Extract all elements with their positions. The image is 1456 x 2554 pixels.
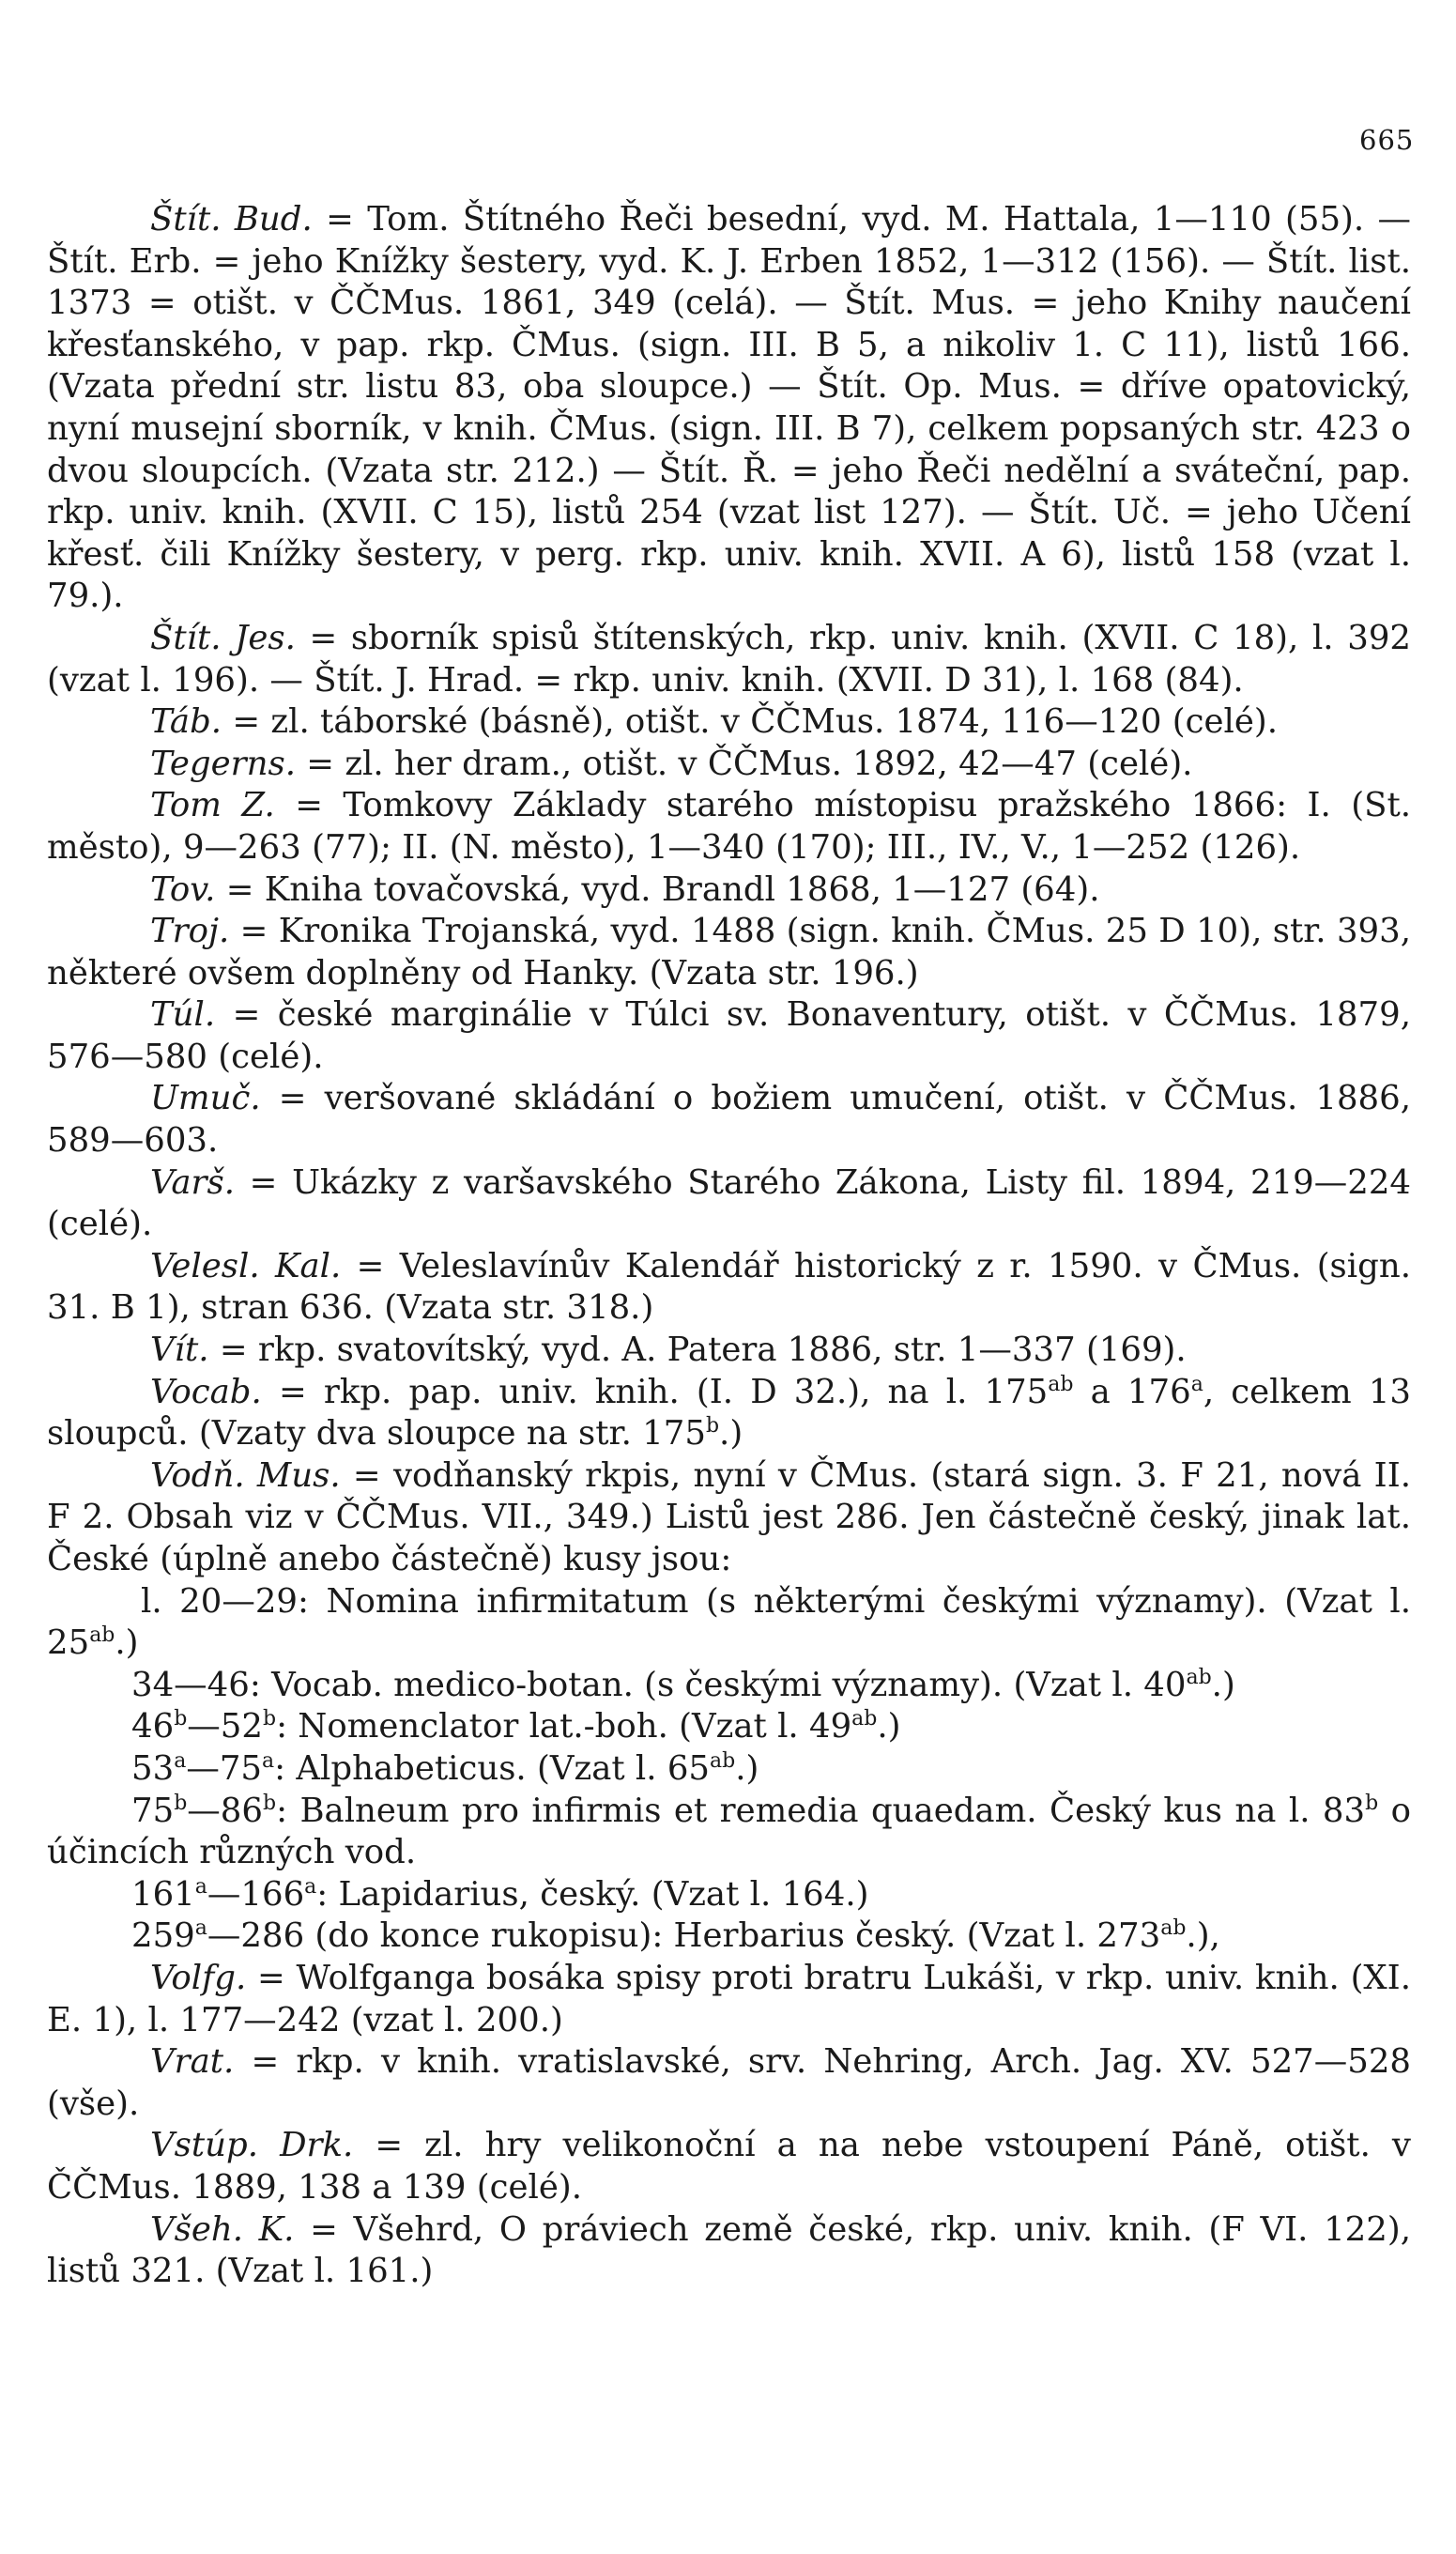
entry-abbreviation: Vít. xyxy=(150,1331,209,1370)
entry-text: = zl. táborské (básně), otišt. v ČČMus. 1874, 116—120 (celé). xyxy=(222,702,1278,742)
dictionary-entry xyxy=(47,2041,1411,2125)
dictionary-entry xyxy=(47,1162,1411,1246)
entry-text: = zl. her dram., otišt. v ČČMus. 1892, 42—47 (celé). xyxy=(296,744,1193,783)
entry-text: 53$^a$—75$^a$: Alphabeticus. (Vzat l. $65^{ab}$.) xyxy=(131,1748,759,1788)
entry-abbreviation: Táb. xyxy=(150,702,222,742)
entry-text: 34—46: Vocab. medico-botan. (s českými významy). (Vzat l. $40^{ab}$.) xyxy=(131,1665,1235,1704)
entry-text: = rkp. svatovítský, vyd. A. Patera 1886, str. 1—337 (169). xyxy=(208,1331,1187,1370)
entry-text: = rkp. pap. univ. knih. (I. D 32.), na l. $175^{ab}$ a 176$^a$, celkem 13 sloupců. (Vzaty dva sloupce na str. 175$^b$.) xyxy=(47,1372,1411,1454)
entry-text: = zl. hry velikonoční a na nebe vstoupení Páně, otišt. v ČČMus. 1889, 138 a 139 (celé). xyxy=(47,2126,1411,2207)
dictionary-entry xyxy=(47,2125,1411,2208)
entry-abbreviation: Umuč. xyxy=(150,1079,261,1118)
entry-abbreviation: Štít. Bud. xyxy=(150,200,313,238)
manuscript-section-item xyxy=(47,1916,1411,1958)
entry-abbreviation: Vodň. Mus. xyxy=(150,1455,341,1495)
page-body xyxy=(47,199,1411,2293)
entry-text: = Tomkovy Základy starého místopisu pražského 1866: I. (St. město), 9—263 (77); II. (N. město), 1—340 (170); III., IV., V., 1—252 (126). xyxy=(47,786,1411,867)
dictionary-entry xyxy=(47,994,1411,1078)
dictionary-entry xyxy=(47,618,1411,701)
entry-abbreviation: Vrat. xyxy=(150,2042,235,2082)
entry-abbreviation: Varš. xyxy=(150,1162,236,1202)
entry-abbreviation: Tom Z. xyxy=(150,786,275,825)
dictionary-entry xyxy=(47,1246,1411,1330)
manuscript-section-item xyxy=(47,1665,1411,1707)
entry-text: = veršované skládání o božiem umučení, otišt. v ČČMus. 1886, 589—603. xyxy=(47,1079,1411,1161)
entry-abbreviation: Všeh. K. xyxy=(150,2209,295,2249)
entry-text: l. 20—29: Nomina infirmitatum (s některými českými významy). (Vzat l. $25^{ab}$.) xyxy=(47,1581,1411,1663)
entry-abbreviation: Vocab. xyxy=(150,1372,262,1411)
entry-text: = české marginálie v Túlci sv. Bonaventury, otišt. v ČČMus. 1879, 576—580 (celé). xyxy=(47,995,1411,1076)
entry-text: = rkp. v knih. vratislavské, srv. Nehring, Arch. Jag. XV. 527—528 (vše). xyxy=(47,2042,1411,2123)
entry-text: = sborník spisů štítenských, rkp. univ. knih. (XVII. C 18), l. 392 (vzat l. 196). — Štít. J. Hrad. = rkp. univ. knih. (XVII. D 31), l. 168 (84). xyxy=(47,618,1411,700)
entry-abbreviation: Vstúp. Drk. xyxy=(150,2126,354,2165)
dictionary-entry xyxy=(47,1330,1411,1372)
manuscript-section-item xyxy=(47,1874,1411,1916)
entry-text: 161$^a$—166$^a$: Lapidarius, český. (Vzat l. 164.) xyxy=(131,1874,869,1914)
dictionary-entry xyxy=(47,744,1411,786)
dictionary-entry xyxy=(47,199,1411,618)
entry-text: = Veleslavínův Kalendář historický z r. 1590. v ČMus. (sign. 31. B 1), stran 636. (Vzata str. 318.) xyxy=(47,1246,1411,1328)
entry-text: = Všehrd, O práviech země české, rkp. univ. knih. (F VI. 122), listů 321. (Vzat l. 161.) xyxy=(47,2209,1411,2291)
entry-text: = vodňanský rkpis, nyní v ČMus. (stará sign. 3. F 21, nová II. F 2. Obsah viz v ČČMus. VII., 349.) Listů jest 286. Jen částečně český, jinak lat. České (úplně anebo částečně) kusy jsou: xyxy=(47,1455,1411,1578)
page-number: 665 xyxy=(1359,124,1415,156)
entry-text: = Tom. Štítného Řeči besední, vyd. M. Hattala, 1—110 (55). — Štít. Erb. = jeho Knížky šestery, vyd. K. J. Erben 1852, 1—312 (156). — Štít. list. 1373 = otišt. v ČČMus. 1861, 349 (celá). — Štít. Mus. = jeho Knihy naučení křesťanského, v pap. rkp. ČMus. (sign. III. B 5, a nikoliv 1. C 11), listů 166. (Vzata přední str. listu 83, oba sloupce.) — Štít. Op. Mus. = dříve opatovický, nyní musejní sborník, v knih. ČMus. (sign. III. B 7), celkem popsaných str. 423 o dvou sloupcích. (Vzata str. 212.) — Štít. Ř. = jeho Řeči nedělní a sváteční, pap. rkp. univ. knih. (XVII. C 15), listů 254 (vzat list 127). — Štít. Uč. = jeho Učení křesť. čili Knížky šestery, v perg. rkp. univ. knih. XVII. A 6), listů 158 (vzat l. 79.). xyxy=(47,200,1412,616)
manuscript-section-item xyxy=(47,1748,1411,1791)
entry-text: = Kronika Trojanská, vyd. 1488 (sign. knih. ČMus. 25 D 10), str. 393, některé ovšem doplněny od Hanky. (Vzata str. 196.) xyxy=(47,912,1411,992)
manuscript-section-item xyxy=(47,1581,1411,1665)
dictionary-entry xyxy=(47,2209,1411,2293)
entry-abbreviation: Túl. xyxy=(150,995,216,1035)
entry-text: 46$^b$—52$^b$: Nomenclator lat.-boh. (Vzat l. $49^{ab}$.) xyxy=(131,1707,901,1746)
entry-text: = Wolfganga bosáka spisy proti bratru Lukáši, v rkp. univ. knih. (XI. E. 1), l. 177—242 (vzat l. 200.) xyxy=(47,1958,1411,2039)
entry-abbreviation: Volfg. xyxy=(150,1958,247,1997)
dictionary-entry xyxy=(47,869,1411,912)
entry-abbreviation: Tov. xyxy=(150,869,216,909)
entry-text: 259$^a$—286 (do konce rukopisu): Herbarius český. (Vzat l. $273^{ab}$.), xyxy=(131,1916,1220,1956)
dictionary-entry xyxy=(47,1078,1411,1162)
entry-abbreviation: Troj. xyxy=(150,912,230,951)
entry-abbreviation: Velesl. Kal. xyxy=(150,1246,342,1285)
manuscript-section-item xyxy=(47,1791,1411,1874)
entry-text: = Ukázky z varšavského Starého Zákona, Listy fil. 1894, 219—224 (celé). xyxy=(47,1162,1411,1244)
entry-abbreviation: Štít. Jes. xyxy=(150,618,296,657)
dictionary-entry xyxy=(47,701,1411,744)
dictionary-entry xyxy=(47,1455,1411,1581)
dictionary-entry xyxy=(47,1372,1411,1455)
entry-text: = Kniha tovačovská, vyd. Brandl 1868, 1—127 (64). xyxy=(215,869,1100,909)
dictionary-entry xyxy=(47,911,1411,994)
dictionary-entry xyxy=(47,1958,1411,2041)
dictionary-entry xyxy=(47,785,1411,869)
entry-text: 75$^b$—86$^b$: Balneum pro infirmis et remedia quaedam. Český kus na l. 83$^b$ o účincích různých vod. xyxy=(47,1791,1411,1872)
entry-abbreviation: Tegerns. xyxy=(150,744,297,783)
manuscript-section-item xyxy=(47,1706,1411,1748)
